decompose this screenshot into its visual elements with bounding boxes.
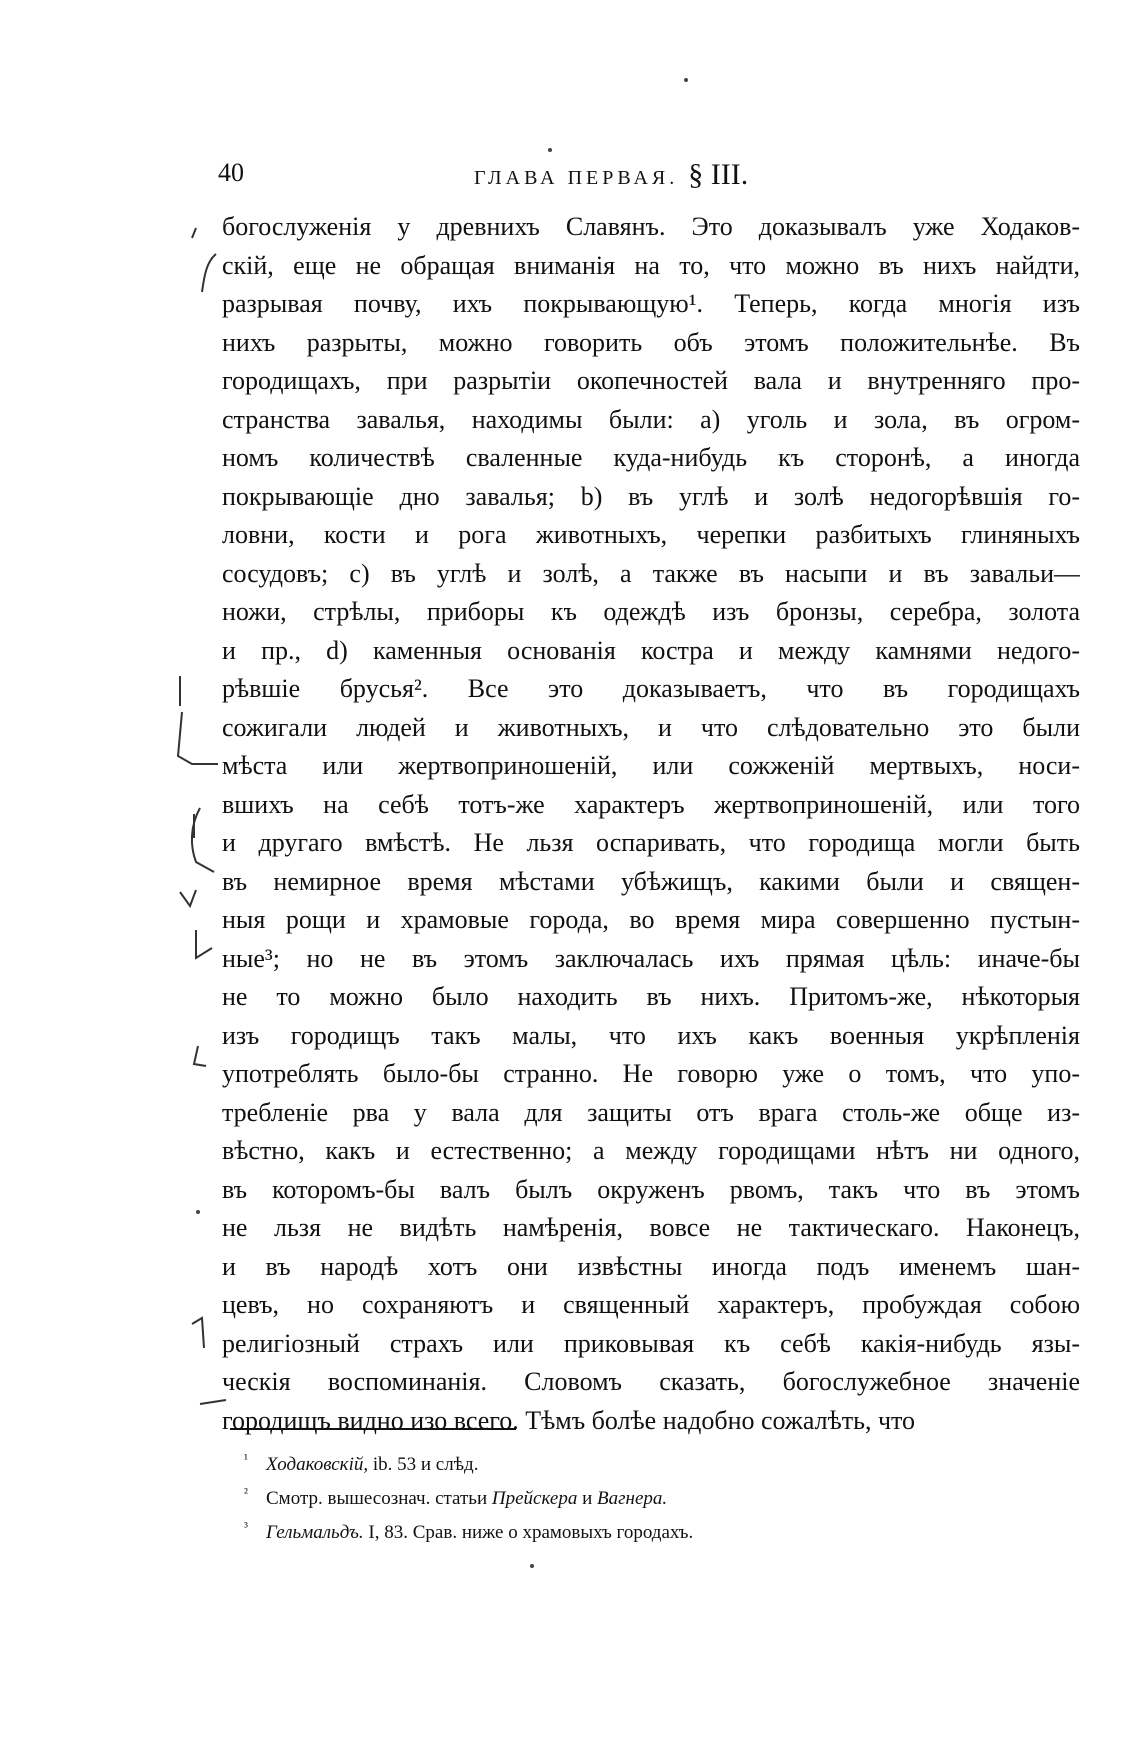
text-line: нихъ разрыты, можно говорить объ этомъ положительнѣе. Въ — [222, 327, 1080, 357]
specks — [548, 148, 552, 152]
footnote-author: Гельмальдъ. — [266, 1522, 364, 1543]
body-text — [222, 208, 1080, 1440]
footnotes — [244, 1448, 1080, 1550]
text-line: и пр., d) каменныя основанія костра и между камнями недого- — [222, 635, 1080, 665]
specks — [196, 1210, 200, 1214]
text-line: требленіе рва у вала для защиты отъ врага столь-же обще из- — [222, 1097, 1080, 1127]
footnote-text: и — [577, 1488, 597, 1509]
pencil-bracket — [196, 930, 212, 958]
pencil-bracket — [192, 808, 214, 872]
page-header — [214, 158, 1080, 198]
specks — [530, 1564, 534, 1568]
footnote-rule — [230, 1428, 516, 1430]
text-line: номъ количествѣ сваленные куда-нибудь къ сторонѣ, а иногда — [222, 443, 1080, 472]
text-line: мѣста или жертвоприношеній, или сожженій мертвыхъ, носи- — [222, 751, 1080, 780]
pencil-margin-marks — [0, 0, 260, 1756]
footnote-3 — [244, 1516, 1080, 1550]
text-line: ческія воспоминанія. Словомъ сказать, богослужебное значеніе — [222, 1367, 1080, 1396]
pencil-mark — [192, 1318, 204, 1348]
section-mark: § III. — [688, 158, 749, 191]
text-line: вшихъ на себѣ тотъ-же характеръ жертвоприношеній, или того — [222, 789, 1080, 819]
chapter-title: ГЛАВА ПЕРВАЯ. — [474, 167, 679, 189]
footnote-author: Вагнера. — [597, 1488, 668, 1509]
text-line: сосудовъ; c) въ углѣ и золѣ, а также въ насыпи и въ завальи— — [222, 558, 1080, 588]
pencil-tick — [192, 228, 196, 238]
text-line: употреблять было-бы странно. Не говорю уже о томъ, что упо- — [222, 1059, 1080, 1088]
footnote-mark: ³ — [244, 1519, 248, 1534]
text-line: ловни, кости и рога животныхъ, черепки разбитыхъ глиняныхъ — [222, 520, 1080, 549]
specks — [684, 78, 688, 82]
text-line: цевъ, но сохраняютъ и священный характеръ, пробуждая собою — [222, 1290, 1080, 1319]
text-line: ныя рощи и храмовые города, во время мира совершенно пустын- — [222, 905, 1080, 934]
text-line: религіозный страхъ или приковывая къ себѣ какія-нибудь язы- — [222, 1328, 1080, 1358]
text-line: странства завалья, находимы были: а) уголь и зола, въ огром- — [222, 404, 1080, 434]
text-line: изъ городищъ такъ малы, что ихъ какъ военныя укрѣпленія — [222, 1020, 1080, 1050]
text-line: покрывающіе дно завалья; b) въ углѣ и золѣ недогорѣвшія го- — [222, 481, 1080, 511]
text-line: рѣвшіе брусья². Все это доказываетъ, что въ городищахъ — [222, 674, 1080, 703]
text-line: ные³; но не въ этомъ заключалась ихъ прямая цѣль: иначе-бы — [222, 943, 1080, 973]
text-line: въ которомъ-бы валъ былъ окруженъ рвомъ, такъ что въ этомъ — [222, 1174, 1080, 1204]
text-line: скій, еще не обращая вниманія на то, что можно въ нихъ найдти, — [222, 250, 1080, 280]
text-line: городищахъ, при разрытіи окопечностей вала и внутренняго про- — [222, 366, 1080, 395]
footnote-text: I, 83. Срав. ниже о храмовыхъ городахъ. — [363, 1522, 694, 1543]
pencil-underline — [200, 1400, 226, 1404]
footnote-2 — [244, 1482, 1080, 1516]
text-line: городищъ видно изо всего. Тѣмъ болѣе надобно сожалѣть, что — [222, 1405, 916, 1435]
pencil-bracket — [178, 676, 218, 764]
pencil-stroke — [202, 254, 216, 292]
text-line: сожигали людей и животныхъ, и что слѣдовательно это были — [222, 712, 1080, 742]
text-line: въ немирное время мѣстами убѣжищъ, какими были и священ- — [222, 866, 1080, 896]
footnote-author: Прейскера — [491, 1488, 578, 1509]
text-line: и другаго вмѣстѣ. Не льзя оспаривать, что городища могли быть — [222, 828, 1080, 857]
footnote-mark: ² — [244, 1485, 248, 1500]
footnote-author: Ходаковскій, — [266, 1454, 369, 1475]
text-line: не то можно было находить въ нихъ. Притомъ-же, нѣкоторыя — [222, 982, 1080, 1011]
text-line: не льзя не видѣть намѣренія, вовсе не тактическаго. Наконецъ, — [222, 1213, 1080, 1242]
running-head — [474, 158, 748, 192]
footnote-1 — [244, 1448, 1080, 1482]
footnote-text: ib. 53 и слѣд. — [368, 1454, 479, 1475]
text-line: ножи, стрѣлы, приборы къ одеждѣ изъ бронзы, серебра, золота — [222, 597, 1080, 626]
text-line: и въ народѣ хотъ они извѣстны иногда подъ именемъ шан- — [222, 1251, 1080, 1281]
text-line: разрывая почву, ихъ покрывающую¹. Теперь, когда многія изъ — [222, 289, 1080, 318]
pencil-mark — [194, 1046, 206, 1066]
page-number: 40 — [218, 158, 244, 187]
text-line: вѣстно, какъ и естественно; а между городищами нѣтъ ни одного, — [222, 1136, 1080, 1165]
footnote-mark: ¹ — [244, 1451, 248, 1466]
footnote-text: Смотр. вышесознач. статьи — [266, 1488, 492, 1509]
pencil-check — [180, 890, 196, 906]
text-line: богослуженія у древнихъ Славянъ. Это доказывалъ уже Ходаков- — [222, 212, 1080, 241]
